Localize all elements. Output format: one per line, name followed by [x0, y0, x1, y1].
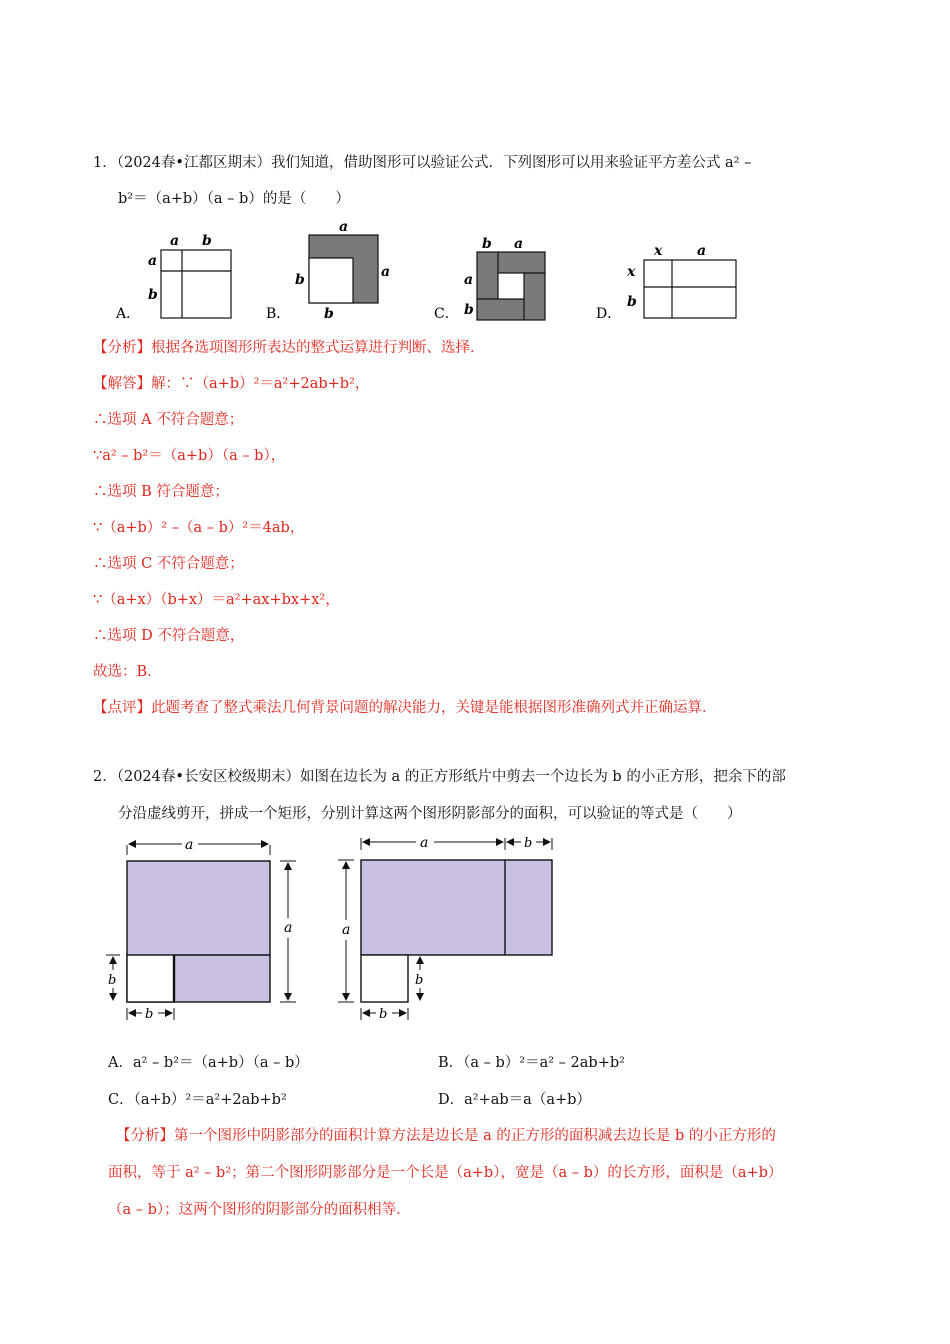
q2-option-d-label: D．	[438, 1092, 465, 1108]
q2-option-d-text: a²+ab＝a（a+b）	[464, 1092, 591, 1108]
q1-fig-b-tag-right-a: a	[381, 264, 391, 280]
q2-option-d	[438, 1090, 591, 1110]
q1-solution-line-5: ∵（a+b）² –（a – b）²＝4ab，	[93, 520, 305, 536]
q1-fig-a-tag-top-a: a	[170, 233, 180, 249]
q1-fig-d-tag-top-a: a	[697, 243, 707, 259]
q1-source: （2024春•江都区期末）	[116, 155, 271, 171]
q1-option-d-label: D．	[596, 306, 622, 322]
q2-option-c	[108, 1090, 287, 1110]
q2-fig2-left-a: a	[342, 922, 351, 938]
q1-stem-line1	[93, 153, 751, 173]
q1-fig-c-tag-left-b: b	[464, 302, 474, 318]
q2-option-b-text: （a – b）²＝a² – 2ab+b²	[463, 1055, 625, 1071]
q1-fig-c-tag-top-b: b	[482, 236, 492, 252]
q1-fig-a-tag-left-a: a	[148, 253, 158, 269]
q1-number: 1．	[93, 155, 117, 171]
q1-stem-text: 我们知道，借助图形可以验证公式．下列图形可以用来验证平方差公式 a² –	[270, 155, 752, 171]
q1-solution-line-6: ∴选项 C 不符合题意；	[93, 556, 244, 572]
q1-stem-line2: b²＝（a+b）（a – b）的是（ ）	[118, 191, 350, 207]
q2-fig1-right-a: a	[284, 920, 293, 936]
q1-fig-b-cut-square	[309, 258, 353, 303]
q1-fig-a-tag-top-b: b	[202, 233, 212, 249]
q1-solution-line-2: ∴选项 A 不符合题意；	[93, 412, 244, 428]
q1-fig-d-tag-left-x: x	[627, 264, 636, 280]
q1-fig-d-tag-left-b: b	[627, 294, 637, 310]
q1-solution-line-3: ∵a² – b²＝（a+b）（a – b），	[93, 448, 286, 464]
q2-analysis-line-2: 面积，等于 a² – b²；第二个图形阴影部分是一个长是（a+b），宽是（a – b）的长方形，面积是（a+b）	[108, 1165, 783, 1181]
q2-fig1-cut-square	[127, 955, 174, 1002]
q1-fig-b-tag-top-a: a	[339, 219, 349, 235]
q1-fig-a-tag-left-b: b	[148, 287, 158, 303]
q2-figure-2	[330, 828, 570, 1026]
q2-analysis-line-1: 【分析】第一个图形中阴影部分的面积计算方法是边长是 a 的正方形的面积减去边长是 b 的小正方形的	[116, 1128, 776, 1144]
q1-solution-line-7: ∵（a+x）（b+x）＝a²+ax+bx+x²，	[93, 592, 340, 608]
q2-stem-line1	[93, 767, 786, 787]
q1-fig-c-tag-top-a: a	[514, 236, 524, 252]
q2-fig1-left-b: b	[108, 973, 117, 988]
q2-fig1-top-a: a	[185, 837, 194, 853]
q2-figure-1	[100, 828, 320, 1026]
q1-fig-c-tag-left-a: a	[464, 272, 474, 288]
q1-fig-d-tag-top-x: x	[654, 243, 663, 259]
q2-fig2-small-square	[361, 955, 408, 1002]
q2-fig2-shaded-rectangle	[361, 860, 552, 955]
q2-number: 2．	[93, 769, 117, 785]
q1-fig-c-inner-square	[498, 273, 524, 299]
q1-figure-a	[112, 228, 242, 326]
q2-option-a-label: A．	[108, 1055, 133, 1071]
q2-stem-text: 如图在边长为 a 的正方形纸片中剪去一个边长为 b 的小正方形，把余下的部	[299, 769, 786, 785]
q1-figure-b	[264, 218, 404, 326]
q2-option-c-label: C．	[108, 1092, 134, 1108]
q1-solution-line-4: ∴选项 B 符合题意；	[93, 484, 229, 500]
q1-fig-b-tag-left-b: b	[295, 272, 305, 288]
q2-fig1-bottom-b: b	[145, 1007, 154, 1022]
q1-fig-b-tag-bottom-b: b	[324, 306, 334, 322]
q2-analysis-line-3: （a – b）；这两个图形的阴影部分的面积相等．	[108, 1202, 411, 1218]
q1-figure-d	[594, 238, 744, 326]
q2-source: （2024春•长安区校级期末）	[116, 769, 300, 785]
q1-fig-d-rectangle	[644, 260, 736, 318]
q2-option-b-label: B．	[438, 1055, 464, 1071]
q1-figure-c	[432, 232, 562, 326]
q1-solution-line-1: 【解答】解：∵（a+b）²＝a²+2ab+b²，	[93, 376, 370, 392]
q1-analysis: 【分析】根据各选项图形所表达的整式运算进行判断、选择．	[93, 340, 485, 356]
q2-fig2-top-b: b	[524, 836, 533, 851]
q2-option-a	[108, 1053, 309, 1073]
q2-option-c-text: （a+b）²＝a²+2ab+b²	[133, 1092, 287, 1108]
q2-fig2-right-b: b	[415, 973, 424, 988]
q1-fig-a-outer-square	[161, 250, 231, 318]
q2-fig2-top-a: a	[420, 835, 429, 851]
q1-solution-line-9: 故选：B．	[93, 664, 162, 680]
q2-fig2-bottom-b: b	[379, 1007, 388, 1022]
q1-solution-line-8: ∴选项 D 不符合题意，	[93, 628, 245, 644]
q2-option-b	[438, 1053, 625, 1073]
q1-option-b-label: B．	[266, 306, 291, 322]
q2-stem-line2: 分沿虚线剪开，拼成一个矩形，分别计算这两个图形阴影部分的面积，可以验证的等式是（ ）	[118, 806, 742, 822]
q1-option-c-label: C．	[434, 306, 459, 322]
q1-option-a-label: A．	[116, 306, 141, 322]
q2-option-a-text: a² – b²＝（a+b）（a – b）	[132, 1055, 309, 1071]
q1-comment: 【点评】此题考查了整式乘法几何背景问题的解决能力，关键是能根据图形准确列式并正确运算．	[93, 700, 717, 716]
